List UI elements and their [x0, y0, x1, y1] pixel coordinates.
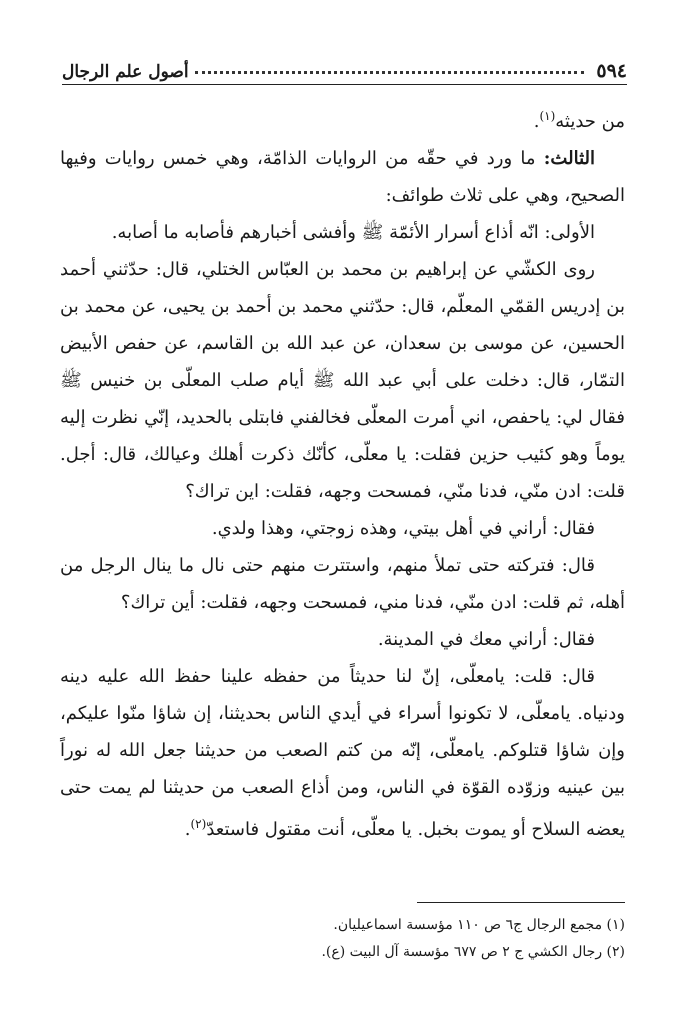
paragraph-3: الأولى: انّه أذاع أسرار الأئمّة ﷺ وأفشى أخبارهم فأصابه ما أصابه.: [111, 222, 595, 243]
paragraph-2: [60, 140, 625, 214]
paragraph-8-text: قال: قلت: يامعلّى، إنّ لنا حديثاً من حفظه علينا حفظ الله عليه دينه ودنياه. يامعلّى، لا تكونوا أسراء في أيدي الناس بحديثنا، إن شاؤا منّوا عليكم، وإن شاؤا قتلوكم. يامعلّى، إنّه من كتم الصعب من حديثنا جعل الله له نوراً بين عينيه وزوّده القوّة في الناس، ومن أذاع الصعب من حديثنا لم يمت حتى يعضه السلاح أو يموت بخبل. يا معلّى، أنت مقتول فاستعدّ: [60, 666, 625, 840]
page-number: ٥٩٤: [596, 60, 627, 82]
main-text: [60, 98, 625, 848]
paragraph-1-text: من حديثه: [555, 111, 625, 132]
footnote-ref-1[interactable]: (١): [539, 109, 556, 123]
paragraph-7: فقال: أراني معك في المدينة.: [377, 629, 595, 650]
footnote-1: (١) مجمع الرجال ج٦ ص ١١٠ مؤسسة اسماعيليان.: [333, 917, 625, 933]
page-header: [62, 52, 627, 82]
paragraph-1: [60, 98, 625, 140]
footnote-rule: [417, 902, 625, 903]
paragraph-8-end: .: [184, 819, 191, 840]
header-dot-leader: [195, 71, 585, 74]
paragraph-4: روى الكشّي عن إبراهيم بن محمد بن العبّاس الختلي، قال: حدّثني أحمد بن إدريس القمّي المعلّم، قال: حدّثني محمد بن أحمد بن يحيى، عن محمد بن الحسين، عن موسى بن سعدان، عن عبد الله بن القاسم، عن حفص الأبيض التمّار، قال: دخلت على أبي عبد الله ﷺ أيام صلب المعلّى بن خنيس ﷺ فقال لي: ياحفص، اني أمرت المعلّى فخالفني فابتلى بالحديد، إنّي نظرت إليه يوماً وهو كئيب حزين فقلت: يا معلّى، كأنّك ذكرت أهلك وعيالك، قال: أجل. قلت: ادن منّي، فدنا منّي، فمسحت وجهه، فقلت: اين تراك؟: [60, 259, 625, 502]
paragraph-5: فقال: أراني في أهل بيتي، وهذه زوجتي، وهذا ولدي.: [211, 518, 595, 539]
footnotes: [60, 912, 625, 966]
footnote-2: (٢) رجال الكشي ج ٢ ص ٦٧٧ مؤسسة آل البيت (ع).: [321, 944, 625, 960]
section-label: الثالث:: [543, 148, 595, 169]
paragraph-2-text: ما ورد في حقّه من الروايات الذامّة، وهي خمس روايات وفيها الصحيح، وهي على ثلاث طوائف:: [60, 148, 625, 206]
footnote-ref-2[interactable]: (٢): [190, 817, 207, 831]
header-rule: [62, 84, 627, 85]
paragraph-8: [60, 658, 625, 848]
paragraph-1-end: .: [533, 111, 540, 132]
paragraph-6: قال: فتركته حتى تملأ منهم، واستترت منهم حتى نال ما ينال الرجل من أهله، ثم قلت: ادن منّي، فدنا مني، فمسحت وجهه، فقلت: أين تراك؟: [60, 555, 625, 613]
running-title: أصول علم الرجال: [62, 62, 189, 82]
